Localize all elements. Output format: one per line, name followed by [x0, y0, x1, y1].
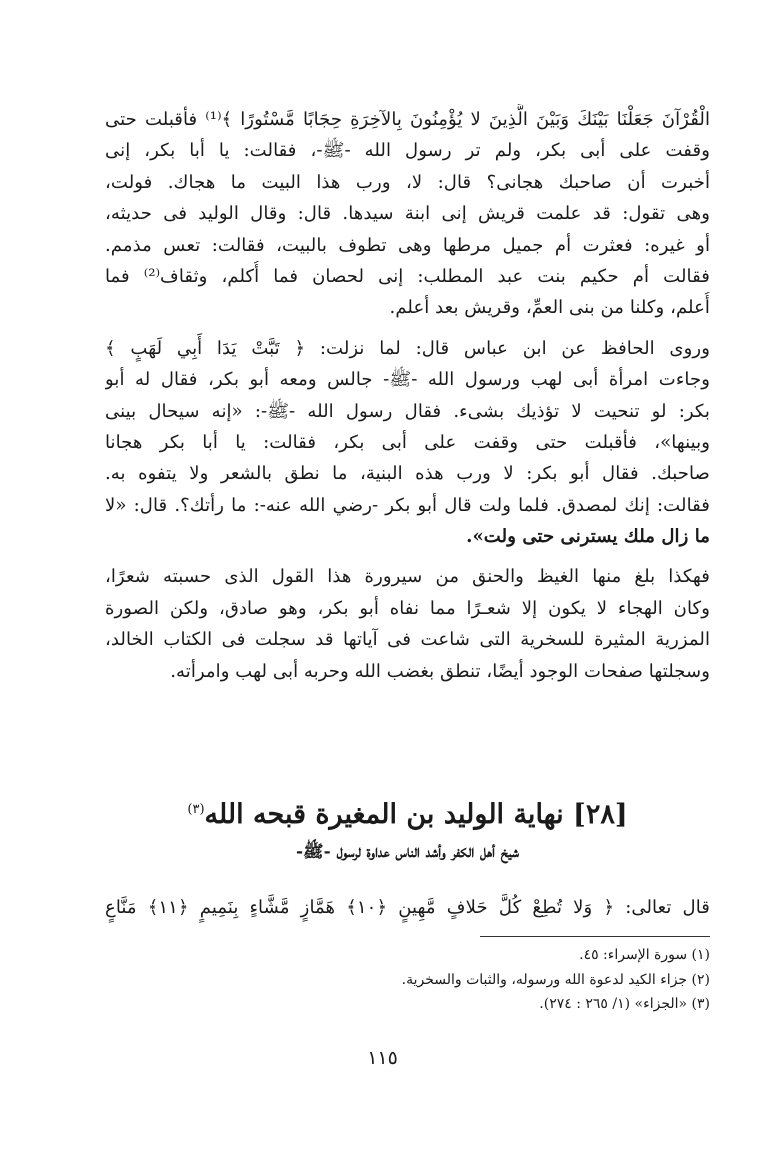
footnote: (٣) «الجزاء» (١/ ٢٦٥ : ٢٧٤). — [539, 996, 710, 1012]
body-line: وبينها»، فأقبلت حتى وقفت على أبى بكر، فقالت: يا أبا بكر هجانا — [105, 431, 710, 453]
section-heading-title: [٢٨] نهاية الوليد بن المغيرة قبحه الله — [204, 799, 628, 830]
body-line: المزرية المثيرة للسخرية التى شاعت فى آياتها قد سجلت فى الكتاب الخالد، — [105, 629, 710, 651]
page-number: ١١٥ — [367, 1047, 398, 1069]
footnote-separator — [480, 936, 710, 937]
body-line: ما زال ملك يسترنى حتى ولت». — [466, 526, 710, 548]
body-line: فقالت: إنك لمصدق. فلما ولت قال أبو بكر -رضي الله عنه-: ما رأتك؟. قال: «لا — [105, 494, 710, 516]
body-line: وجاءت امرأة أبى لهب ورسول الله -ﷺ- جالس ومعه أبو بكر، فقال له أبو — [105, 369, 710, 391]
body-line: أخبرت أن صاحبك هجانى؟ قال: لا، ورب هذا البيت ما هجاك. فولت، — [105, 171, 710, 193]
body-line: صاحبك. فقال أبو بكر: لا ورب هذه البنية، ما نطق بالشعر ولا يتفوه به. — [105, 463, 710, 485]
body-line: وهى تقول: قد علمت قريش إنى ابنة سيدها. قال: وقال الوليد فى حديثه، — [105, 203, 710, 225]
section-subheading: شيخ أهل الكفر وأشد الناس عداوة لرسول -ﷺ- — [296, 842, 519, 862]
body-line: أُعلم، وكلنا من بنى العمِّ، وقريش بعد أعلم. — [389, 297, 710, 319]
body-line: وكان الهجاء لا يكون إلا شعـرًا مما نفاه أبو بكر، وهو صادق، ولكن الصورة — [105, 597, 710, 619]
section-heading — [105, 790, 710, 835]
footnotes — [105, 943, 710, 1017]
section-heading-footnote-marker: (٣) — [187, 802, 205, 817]
footnote: (١) سورة الإسراء: ٤٥. — [579, 947, 710, 963]
body-text — [105, 104, 710, 687]
body-line: الْقُرْآنَ جَعَلْنَا بَيْنَكَ وَبَيْنَ الَّذِينَ لا يُؤْمِنُونَ بِالآخِرَةِ حِجَابًا مَّسْتُورًا ﴾⁽¹⁾ فأقبلت حتى — [105, 109, 710, 130]
body-line: وسجلتها صفحات الوجود أيضًا، تنطق بغضب الله وحربه أبى لهب وامرأته. — [170, 660, 710, 682]
body-line: وروى الحافظ عن ابن عباس قال: لما نزلت: ﴿ تَبَّتْ يَدَا أَبِي لَهَبٍ ﴾ — [105, 337, 710, 359]
body-line: فهكذا بلغ منها الغيظ والحنق من سيرورة هذا القول الذى حسبته شعرًا، — [105, 566, 710, 588]
footnote: (٢) جزاء الكيد لدعوة الله ورسوله، والثبات والسخرية. — [401, 971, 710, 988]
body-line: بكر: لو تنحيت لا تؤذيك بشىء. فقال رسول الله -ﷺ-: «إنه سيحال بينى — [105, 400, 710, 422]
verse-line: قال تعالى: ﴿ وَلا تُطِعْ كُلَّ حَلافٍ مَّهِينٍ ﴿١٠﴾ هَمَّازٍ مَّشَّاءٍ بِنَمِيمٍ ﴿١١﴾ مَنَّاعٍ — [105, 897, 710, 918]
body-line: فقالت أم حكيم بنت عبد المطلب: إنى لحصان فما أُكلم، وثقاف⁽²⁾ فما — [105, 265, 710, 287]
body-line: أو غيره: فعثرت أم جميل مرطها وهى تطوف بالبيت، فقالت: تعس مذمم. — [105, 234, 710, 256]
body-line: وقفت على أبى بكر، ولم تر رسول الله -ﷺ-، فقالت: يا أبا بكر، إنى — [105, 140, 710, 162]
